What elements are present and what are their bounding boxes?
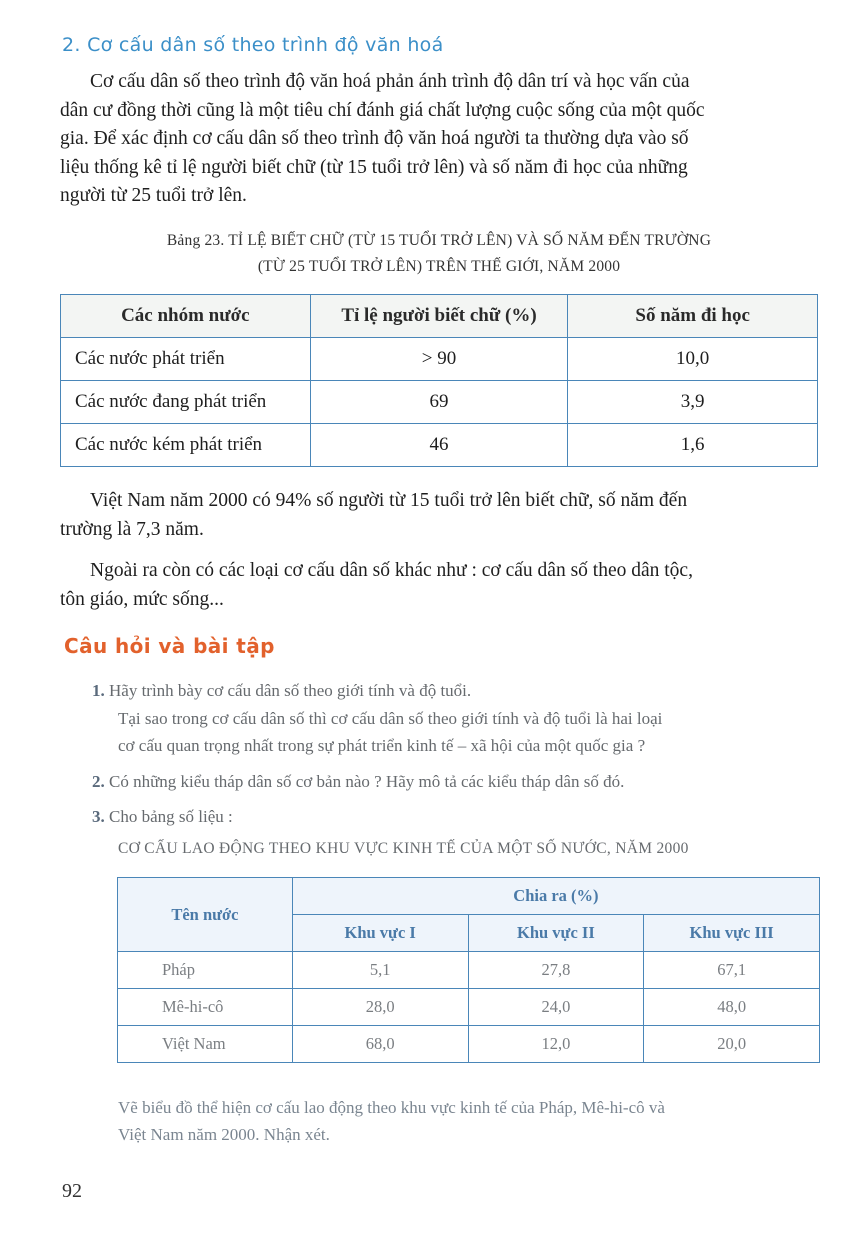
table-cell: 10,0 <box>568 338 818 381</box>
table-header-row <box>61 295 818 338</box>
table-row <box>61 381 818 424</box>
column-header: Tỉ lệ người biết chữ (%) <box>310 295 568 338</box>
question-2 <box>92 768 822 795</box>
table-row <box>61 424 818 467</box>
question-line: cơ cấu quan trọng nhất trong sự phát triển kinh tế – xã hội của một quốc gia ? <box>118 736 646 755</box>
question-text: Cho bảng số liệu : <box>109 807 233 826</box>
table-cell: Các nước phát triển <box>61 338 311 381</box>
question-text: Có những kiểu tháp dân số cơ bản nào ? Hãy mô tả các kiểu tháp dân số đó. <box>109 772 625 791</box>
paragraph-line: liệu thống kê tỉ lệ người biết chữ (từ 15 tuổi trở lên) và số năm đi học của những <box>60 156 688 178</box>
table-header-row <box>118 878 820 915</box>
table-cell: Mê-hi-cô <box>118 989 293 1026</box>
table-cell: Các nước đang phát triển <box>61 381 311 424</box>
table-cell: 1,6 <box>568 424 818 467</box>
column-header: Khu vực III <box>644 915 820 952</box>
table-cell: Việt Nam <box>118 1026 293 1063</box>
table-cell: 46 <box>310 424 568 467</box>
page-number: 92 <box>62 1180 82 1202</box>
table-row <box>118 952 820 989</box>
table2-caption: CƠ CẤU LAO ĐỘNG THEO KHU VỰC KINH TẾ CỦA MỘT SỐ NƯỚC, NĂM 2000 <box>118 840 689 857</box>
section-title: 2. Cơ cấu dân số theo trình độ văn hoá <box>62 34 444 56</box>
table-cell: 20,0 <box>644 1026 820 1063</box>
table-cell: 3,9 <box>568 381 818 424</box>
paragraph-line: tôn giáo, mức sống... <box>60 588 224 610</box>
question-number: 2. <box>92 772 105 791</box>
literacy-table <box>60 294 818 467</box>
paragraph-vietnam <box>60 487 818 544</box>
table-cell: 68,0 <box>292 1026 468 1063</box>
table-cell: > 90 <box>310 338 568 381</box>
table-row <box>61 338 818 381</box>
table-cell: 27,8 <box>468 952 644 989</box>
table-cell: Pháp <box>118 952 293 989</box>
table-cell: 12,0 <box>468 1026 644 1063</box>
paragraph-line: Ngoài ra còn có các loại cơ cấu dân số khác như : cơ cấu dân số theo dân tộc, <box>90 560 693 581</box>
table-cell: 48,0 <box>644 989 820 1026</box>
paragraph-line: Vẽ biểu đồ thể hiện cơ cấu lao động theo khu vực kinh tế của Pháp, Mê-hi-cô và <box>118 1098 665 1117</box>
column-header: Khu vực I <box>292 915 468 952</box>
question-3 <box>92 803 822 830</box>
paragraph-line: người từ 25 tuổi trở lên. <box>60 185 247 206</box>
paragraph-other-structures <box>60 557 818 614</box>
exercise-instruction <box>118 1094 820 1148</box>
question-number: 1. <box>92 681 105 700</box>
table1-caption: Bảng 23. TỈ LỆ BIẾT CHỮ (TỪ 15 TUỔI TRỞ LÊN) VÀ SỐ NĂM ĐẾN TRƯỜNG <box>166 232 712 249</box>
table1-caption-line2: (TỪ 25 TUỔI TRỞ LÊN) TRÊN THẾ GIỚI, NĂM 2000 <box>257 258 621 275</box>
table-row <box>118 989 820 1026</box>
paragraph-line: Việt Nam năm 2000. Nhận xét. <box>118 1125 330 1144</box>
column-group-header: Chia ra (%) <box>292 878 819 915</box>
table-cell: 24,0 <box>468 989 644 1026</box>
paragraph-intro <box>60 68 818 211</box>
column-header: Tên nước <box>118 878 293 952</box>
table-cell: Các nước kém phát triển <box>61 424 311 467</box>
table-cell: 69 <box>310 381 568 424</box>
paragraph-line: gia. Để xác định cơ cấu dân số theo trình độ văn hoá người ta thường dựa vào số <box>60 128 689 149</box>
question-1-sub <box>118 705 818 759</box>
question-line: Tại sao trong cơ cấu dân số thì cơ cấu dân số theo giới tính và độ tuổi là hai loại <box>118 709 663 728</box>
labor-structure-table <box>117 877 820 1063</box>
column-header: Khu vực II <box>468 915 644 952</box>
questions-title: Câu hỏi và bài tập <box>64 634 275 658</box>
question-text: Hãy trình bày cơ cấu dân số theo giới tính và độ tuổi. <box>109 681 472 700</box>
table-cell: 5,1 <box>292 952 468 989</box>
paragraph-line: Việt Nam năm 2000 có 94% số người từ 15 tuổi trở lên biết chữ, số năm đến <box>90 490 688 511</box>
table-cell: 67,1 <box>644 952 820 989</box>
paragraph-line: trường là 7,3 năm. <box>60 518 204 540</box>
question-1 <box>92 677 822 704</box>
question-number: 3. <box>92 807 105 826</box>
paragraph-line: dân cư đồng thời cũng là một tiêu chí đánh giá chất lượng cuộc sống của một quốc <box>60 99 705 121</box>
table-row <box>118 1026 820 1063</box>
table-cell: 28,0 <box>292 989 468 1026</box>
column-header: Các nhóm nước <box>61 295 311 338</box>
paragraph-line: Cơ cấu dân số theo trình độ văn hoá phản ánh trình độ dân trí và học vấn của <box>90 71 690 92</box>
column-header: Số năm đi học <box>568 295 818 338</box>
